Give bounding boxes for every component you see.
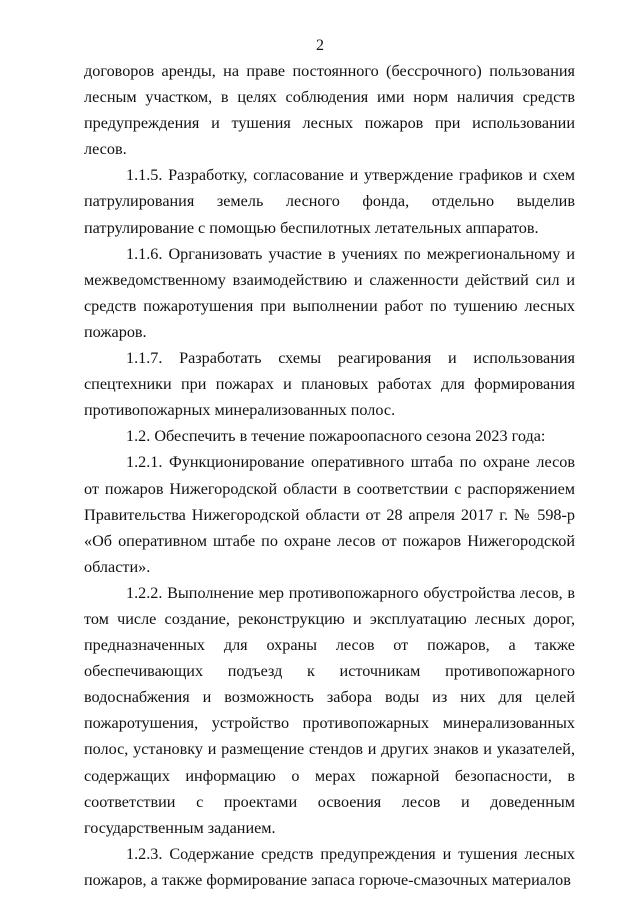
paragraph-continuation: договоров аренды, на праве постоянного (бессрочного) пользования лесным участком, в целях соблюдения ими норм наличия средств предупреждения и тушения лесных пожаров при использовании лесов. [84, 62, 575, 159]
paragraph-1-2-1: 1.2.1. Функционирование оперативного штаба по охране лесов от пожаров Нижегородской области в соответствии с распоряжением Правительства Нижегородской области от 28 апреля 2017 г. № 598-р «Об оперативном штабе по охране лесов от пожаров Нижегородской области». [84, 453, 575, 576]
paragraph-1-2-3: 1.2.3. Содержание средств предупреждения и тушения лесных пожаров, а также формирование запаса горюче-смазочных материалов [84, 844, 575, 889]
paragraph-1-1-6: 1.1.6. Организовать участие в учениях по межрегиональному и межведомственному взаимодействию и слаженности действий сил и средств пожаротушения при выполнении работ по тушению лесных пожаров. [84, 244, 575, 341]
document-body [84, 58, 575, 893]
paragraph-1-1-5: 1.1.5. Разработку, согласование и утверждение графиков и схем патрулирования земель лесного фонда, отдельно выделив патрулирование с помощью беспилотных летательных аппаратов. [84, 166, 575, 237]
paragraph-1-1-7: 1.1.7. Разработать схемы реагирования и использования спецтехники при пожарах и плановых работах для формирования противопожарных минерализованных полос. [84, 349, 575, 420]
paragraph-1-2: 1.2. Обеспечить в течение пожароопасного сезона 2023 года: [126, 427, 546, 446]
paragraph-1-2-2: 1.2.2. Выполнение мер противопожарного обустройства лесов, в том числе создание, реконструкцию и эксплуатацию лесных дорог, предназначенных для охраны лесов от пожаров, а также обеспечивающих подъезд к источникам противопожарного водоснабжения и возможность забора воды из них для целей пожаротушения, устройство противопожарных минерализованных полос, установку и размещение стендов и других знаков и указателей, содержащих информацию о мерах пожарной безопасности, в соответствии с проектами освоения лесов и доведенным государственным заданием. [84, 583, 575, 837]
page-number: 2 [316, 37, 324, 54]
